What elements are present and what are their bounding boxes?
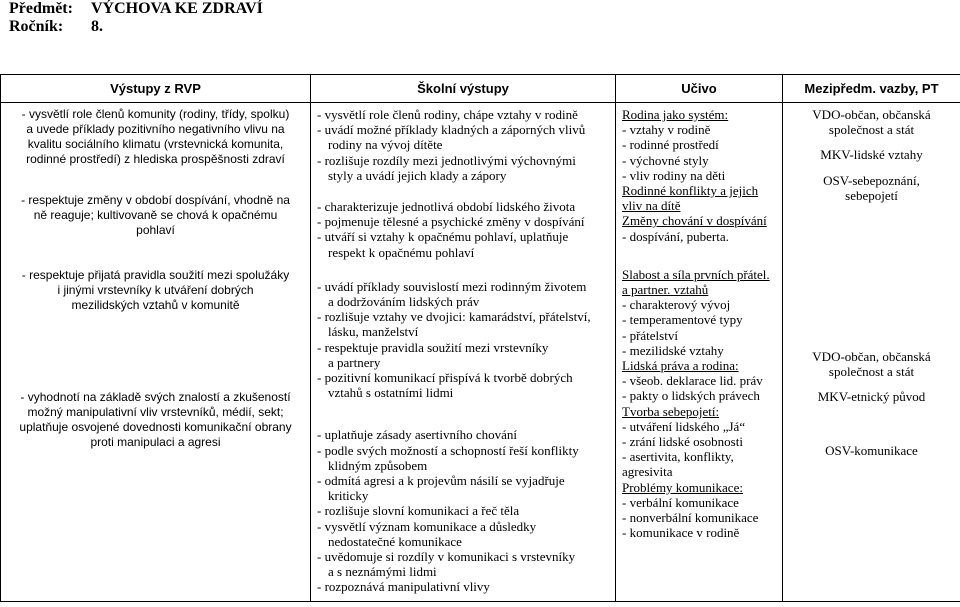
- school-output-line: a dodržováním lidských práv: [328, 294, 480, 310]
- school-output-item: [317, 427, 609, 594]
- curriculum-line: - rodinné prostředí: [622, 137, 719, 153]
- rvp-output-item: [7, 107, 304, 167]
- cross-link-line: VDO-občan, občanská: [812, 349, 931, 365]
- school-output-item: [317, 107, 609, 183]
- rvp-output-line: proti manipulaci a agresi: [90, 435, 221, 449]
- column-header: Učivo: [616, 75, 783, 103]
- subject-label: Předmět:: [9, 0, 73, 17]
- column-header: Školní výstupy: [311, 75, 616, 103]
- curriculum-line: - všeob. deklarace lid. práv: [622, 373, 763, 389]
- curriculum-line: - verbální komunikace: [622, 494, 739, 510]
- school-output-line: vztahů s ostatními lidmi: [328, 385, 454, 401]
- school-output-line: - uvádí možné příklady kladných a záporných vlivů: [317, 122, 586, 138]
- rvp-output-line: rodinné prostředí) z hlediska prospěšnosti zdraví: [26, 152, 285, 166]
- cross-link-line: OSV-sebepoznání,: [823, 172, 920, 188]
- cross-link-line: VDO-občan, občanská: [812, 107, 931, 122]
- school-output-item: [317, 199, 609, 260]
- curriculum-heading: Rodina jako systém:: [622, 107, 729, 122]
- rvp-output-line: - respektuje přijatá pravidla soužití mezi spolužáky: [21, 268, 290, 282]
- curriculum-cell: [616, 103, 783, 602]
- rvp-output-line: mezilidských vztahů v komunitě: [71, 298, 240, 312]
- cross-link-item: [789, 389, 954, 404]
- rvp-output-line: ně reaguje; kultivovaně se chová k opačnému: [33, 208, 278, 222]
- rvp-outputs-cell: [1, 103, 311, 602]
- rvp-output-line: uplatňuje osvojené dovednosti komunikační obrany: [19, 420, 292, 434]
- cross-link-line: společnost a stát: [828, 122, 915, 138]
- school-output-line: - utváří si vztahy k opačnému pohlaví, uplatňuje: [317, 229, 569, 245]
- school-output-line: nedostatečné komunikace: [328, 533, 462, 549]
- grade-label: Ročník:: [9, 18, 64, 35]
- school-output-line: - rozpoznává manipulativní vlivy: [317, 579, 490, 595]
- cross-link-item: [789, 147, 954, 162]
- school-output-line: kriticky: [328, 488, 369, 504]
- curriculum-heading: Tvorba sebepojetí:: [622, 403, 720, 419]
- school-output-line: - pojmenuje tělesné a psychické změny v dospívání: [317, 214, 585, 230]
- curriculum-line: - nonverbální komunikace: [622, 510, 759, 526]
- document-header: [9, 0, 263, 36]
- cross-link-line: OSV-komunikace: [825, 442, 918, 458]
- cross-link-item: [789, 349, 954, 379]
- table-row: [1, 103, 960, 602]
- school-output-line: a s neznámými lidmi: [328, 564, 437, 580]
- curriculum-line: - komunikace v rodině: [622, 525, 740, 541]
- rvp-output-line: kvalitu sociálního klimatu (vrstevnická komunita,: [27, 137, 284, 151]
- column-header: Výstupy z RVP: [1, 75, 311, 103]
- curriculum-table: [0, 74, 960, 602]
- rvp-output-line: a uvede příklady pozitivního negativního vlivu na: [26, 122, 285, 136]
- school-output-line: styly a uvádí jejich klady a zápory: [328, 167, 507, 183]
- cross-link-line: společnost a stát: [828, 364, 915, 380]
- rvp-output-line: možný manipulativní vliv vrstevníků, médií, sekt;: [27, 405, 284, 419]
- cross-links-cell: [783, 103, 960, 602]
- school-output-line: - vysvětlí role členů rodiny, chápe vztahy v rodině: [317, 107, 578, 122]
- school-output-line: respekt k opačnému pohlaví: [328, 244, 475, 260]
- cross-link-item: [789, 173, 954, 203]
- table-header-row: [1, 75, 960, 103]
- grade-value: 8.: [91, 18, 103, 35]
- school-output-line: - rozlišuje rozdíly mezi jednotlivými výchovnými: [317, 152, 576, 168]
- school-output-line: - respektuje pravidla soužití mezi vrstevníky: [317, 339, 549, 355]
- cross-link-item: [789, 107, 954, 137]
- rvp-output-item: [7, 193, 304, 238]
- school-output-line: - podle svých možností a schopností řeší konflikty: [317, 442, 579, 458]
- rvp-output-line: i jinými vrstevníky k utváření dobrých: [57, 283, 254, 297]
- school-output-line: - pozitivní komunikací přispívá k tvorbě dobrých: [317, 370, 573, 386]
- curriculum-heading: Slabost a síla prvních přátel.: [622, 266, 770, 282]
- curriculum-line: - utváření lidského „Já“: [622, 418, 746, 434]
- school-output-line: lásku, manželství: [328, 324, 419, 340]
- curriculum-section: [622, 267, 776, 541]
- school-output-line: - odmítá agresi a k projevům násilí se vyjadřuje: [317, 473, 565, 489]
- rvp-output-line: - vyhodnotí na základě svých znalostí a zkušeností: [20, 390, 291, 404]
- curriculum-heading: vliv na dítě: [622, 198, 681, 214]
- curriculum-line: - pakty o lidských právech: [622, 388, 760, 404]
- cross-link-line: MKV-etnický původ: [817, 389, 926, 405]
- school-output-line: rodiny na vývoj dítěte: [328, 137, 443, 153]
- curriculum-heading: Rodinné konflikty a jejich: [622, 183, 759, 199]
- curriculum-line: - temperamentové typy: [622, 312, 743, 328]
- curriculum-heading: Změny chování v dospívání: [622, 213, 767, 229]
- school-output-line: - uvědomuje si rozdíly v komunikaci s vrstevníky: [317, 549, 576, 565]
- school-outputs-cell: [311, 103, 616, 602]
- rvp-output-line: - vysvětlí role členů komunity (rodiny, třídy, spolku): [21, 107, 290, 121]
- school-output-line: - rozlišuje vztahy ve dvojici: kamarádství, přátelství,: [317, 309, 591, 325]
- curriculum-line: agresivita: [622, 464, 673, 480]
- curriculum-heading: a partner. vztahů: [622, 282, 709, 298]
- curriculum-section: [622, 107, 776, 244]
- curriculum-line: - mezilidské vztahy: [622, 342, 724, 358]
- school-output-line: - uplatňuje zásady asertivního chování: [317, 427, 517, 443]
- curriculum-line: - vztahy v rodině: [622, 122, 711, 138]
- rvp-output-line: pohlaví: [136, 223, 175, 237]
- school-output-line: - uvádí příklady souvislostí mezi rodinným životem: [317, 278, 587, 294]
- curriculum-line: - asertivita, konflikty,: [622, 449, 734, 465]
- curriculum-heading: Lidská práva a rodina:: [622, 358, 739, 374]
- curriculum-line: - výchovné styly: [622, 152, 709, 168]
- column-header: Mezipředm. vazby, PT: [783, 75, 960, 103]
- rvp-output-line: - respektuje změny v období dospívání, vhodně na: [21, 193, 290, 207]
- curriculum-line: - charakterový vývoj: [622, 297, 731, 313]
- cross-link-item: [789, 443, 954, 458]
- school-output-line: a partnery: [328, 354, 381, 370]
- school-output-line: - rozlišuje slovní komunikaci a řeč těla: [317, 503, 520, 519]
- curriculum-line: - přátelství: [622, 327, 678, 343]
- rvp-output-item: [7, 390, 304, 450]
- cross-link-line: sebepojetí: [845, 187, 898, 203]
- rvp-output-item: [7, 268, 304, 313]
- curriculum-line: - zrání lidské osobnosti: [622, 434, 743, 450]
- subject-value: VÝCHOVA KE ZDRAVÍ: [91, 0, 263, 17]
- cross-link-line: MKV-lidské vztahy: [820, 147, 923, 163]
- school-output-item: [317, 279, 609, 401]
- school-output-line: klidným způsobem: [328, 457, 428, 473]
- curriculum-line: - dospívání, puberta.: [622, 228, 729, 244]
- school-output-line: - vysvětlí význam komunikace a důsledky: [317, 518, 537, 534]
- school-output-line: - charakterizuje jednotlivá období lidského života: [317, 199, 576, 215]
- curriculum-heading: Problémy komunikace:: [622, 479, 743, 495]
- curriculum-line: - vliv rodiny na děti: [622, 167, 726, 183]
